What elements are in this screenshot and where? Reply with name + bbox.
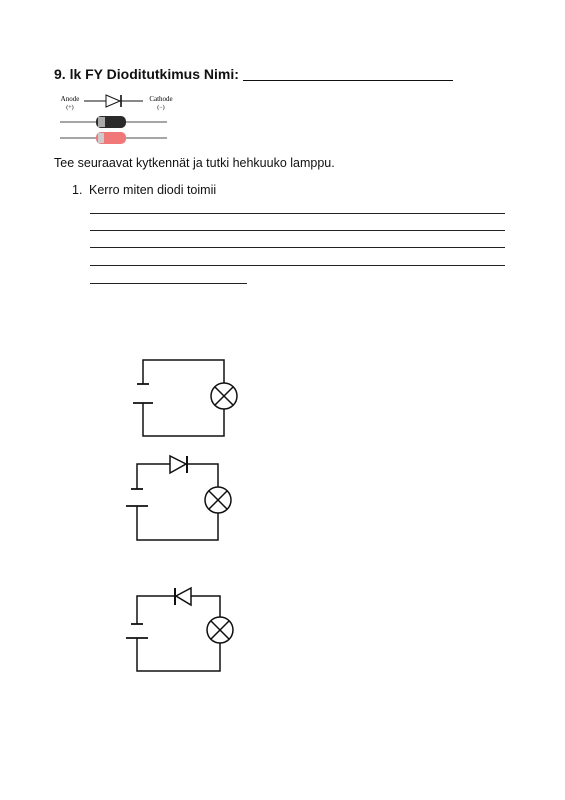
diode-icon [176, 588, 191, 605]
circuit-3-reverse-diode [126, 588, 233, 671]
cathode-label: Cathode [149, 95, 173, 103]
question-number: 1. [72, 183, 83, 197]
circuit-1-battery-lamp [133, 360, 237, 436]
diode-illustration [60, 95, 173, 144]
anode-sign: (+) [66, 105, 74, 111]
answer-line[interactable] [90, 213, 505, 214]
answer-line[interactable] [90, 247, 505, 248]
circuit-2-forward-diode [126, 456, 231, 540]
red-diode-component-icon [60, 132, 167, 144]
answer-line[interactable] [90, 265, 505, 266]
question-1 [72, 183, 216, 197]
answer-line[interactable] [90, 230, 505, 231]
black-diode-component-icon [60, 116, 167, 128]
answer-line[interactable] [90, 283, 247, 284]
anode-label: Anode [60, 95, 80, 103]
title-text: 9. lk FY Dioditutkimus Nimi: [54, 66, 239, 82]
diode-icon [170, 456, 186, 473]
instructions-text: Tee seuraavat kytkennät ja tutki hehkuuko lamppu. [54, 156, 335, 170]
diode-symbol-icon [84, 95, 143, 107]
question-text: Kerro miten diodi toimii [89, 183, 217, 197]
cathode-sign: (−) [157, 105, 165, 111]
